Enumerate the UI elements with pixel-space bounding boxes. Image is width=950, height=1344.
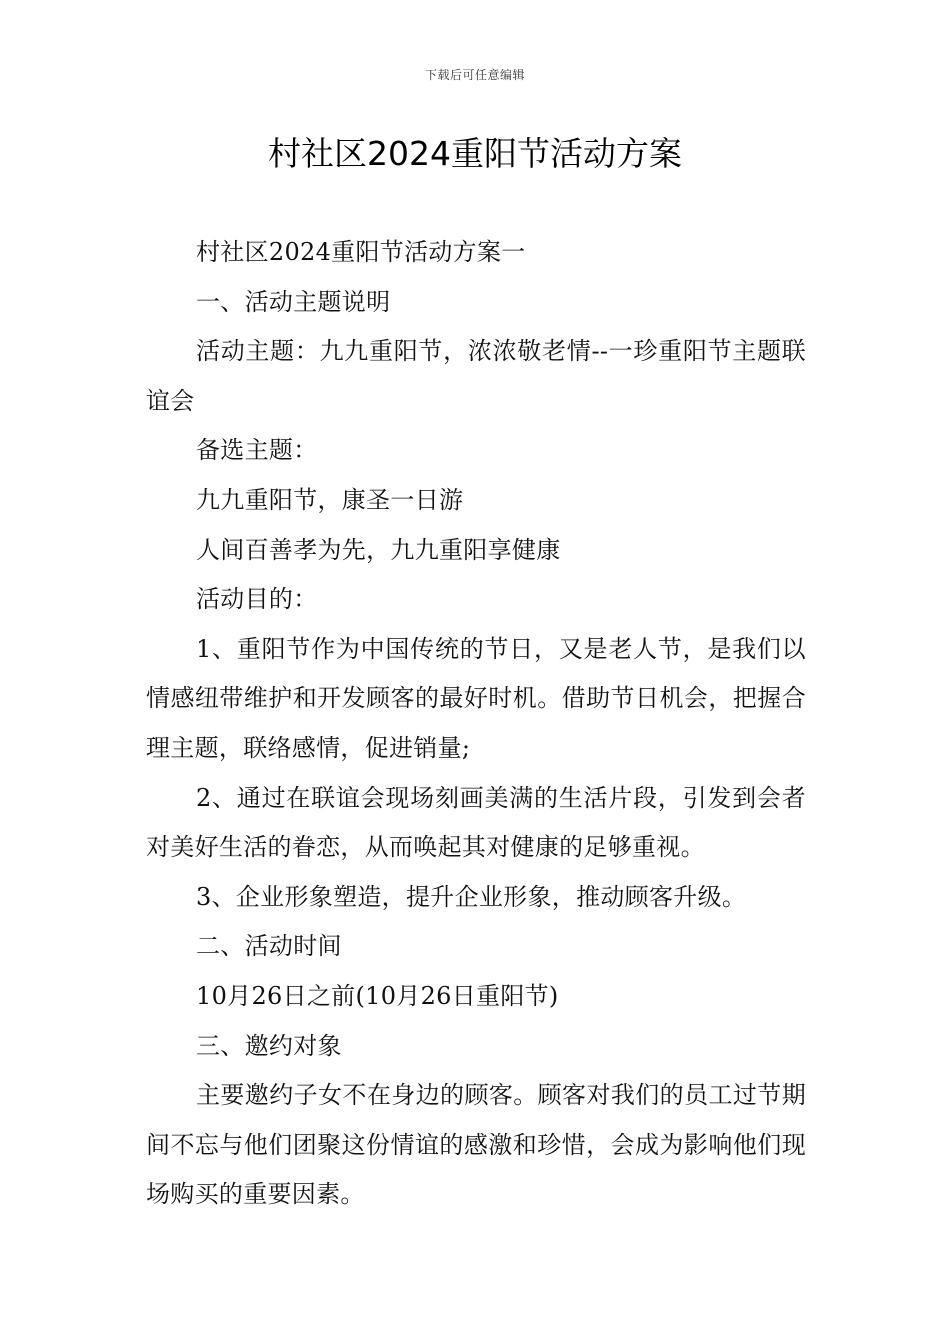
paragraph-plan-subtitle: 村社区2024重阳节活动方案一 (196, 238, 526, 266)
paragraph-purpose-label: 活动目的： (196, 585, 318, 614)
paragraph-purpose-1: 1、重阳节作为中国传统的节日，又是老人节，是我们以情感纽带维护和开发顾客的最好时机。借助节日机会，把握合理主题，联络感情，促进销量; (146, 634, 806, 762)
paragraph-section-1-heading: 一、活动主题说明 (196, 287, 391, 316)
document-body (146, 228, 806, 1220)
paragraph-section-3-heading: 三、邀约对象 (196, 1031, 342, 1060)
paragraph-theme: 活动主题：九九重阳节，浓浓敬老情--一珍重阳节主题联谊会 (146, 337, 806, 415)
paragraph-section-2-heading: 二、活动时间 (196, 932, 342, 961)
paragraph-purpose-3: 3、企业形象塑造，提升企业形象，推动顾客升级。 (196, 882, 747, 911)
paragraph-purpose-2: 2、通过在联谊会现场刻画美满的生活片段，引发到会者对美好生活的眷恋，从而唤起其对健康的足够重视。 (146, 783, 806, 862)
header-note: 下载后可任意编辑 (424, 68, 525, 82)
paragraph-alt-theme-2: 人间百善孝为先，九九重阳享健康 (196, 535, 561, 564)
paragraph-alt-theme-1: 九九重阳节，康圣一日游 (196, 485, 464, 514)
document-title: 村社区2024重阳节活动方案 (268, 134, 682, 173)
paragraph-invite-target: 主要邀约子女不在身边的顾客。顾客对我们的员工过节期间不忘与他们团聚这份情谊的感激和珍惜，会成为影响他们现场购买的重要因素。 (146, 1081, 806, 1209)
paragraph-activity-time: 10月26日之前(10月26日重阳节) (196, 981, 559, 1010)
paragraph-alt-theme-label: 备选主题： (196, 436, 318, 465)
